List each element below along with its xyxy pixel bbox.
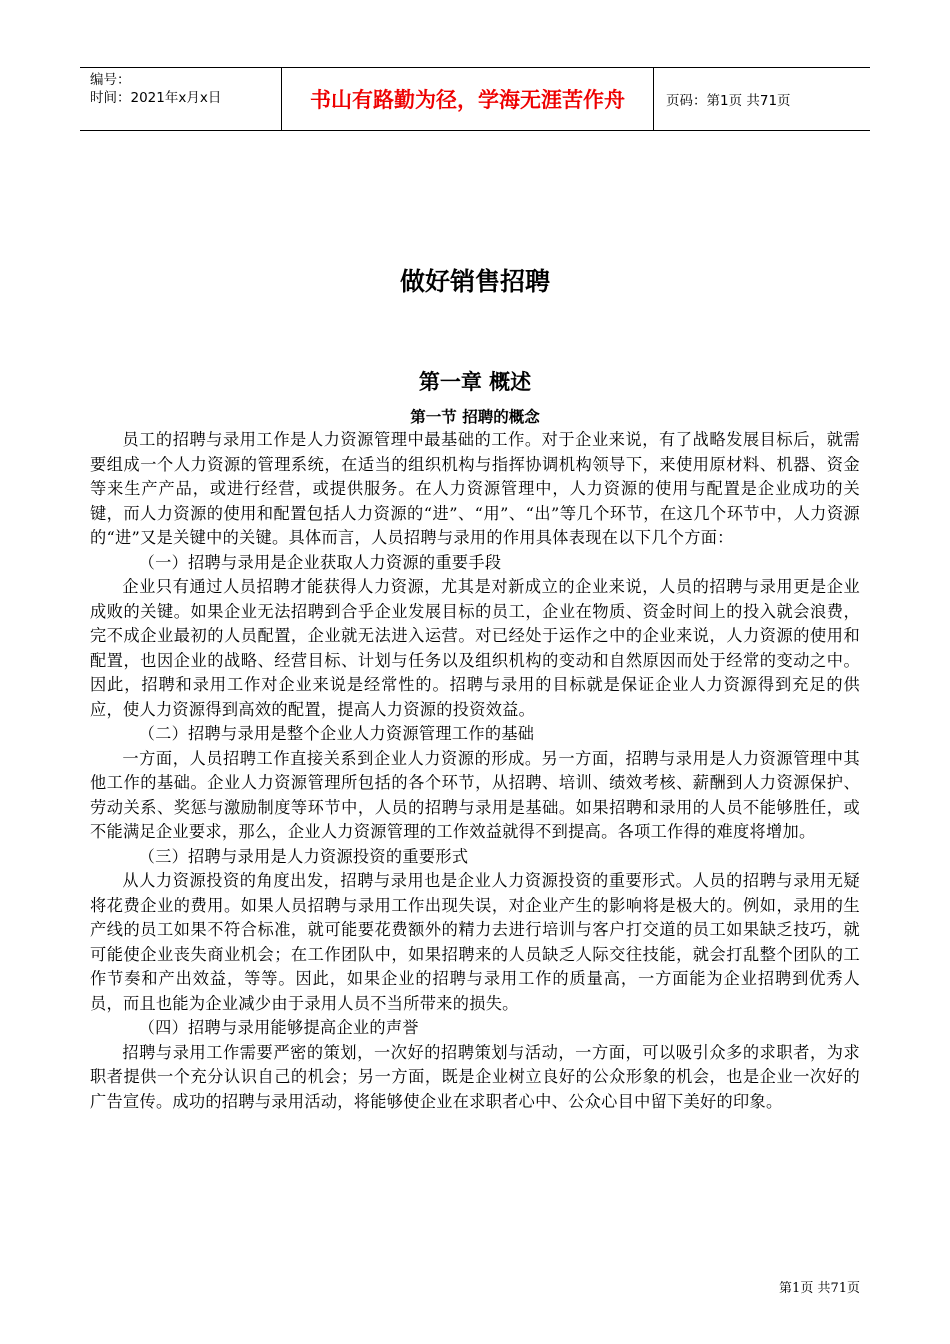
paragraph: 从人力资源投资的角度出发，招聘与录用也是企业人力资源投资的重要形式。人员的招聘与录用无疑将花费企业的费用。如果人员招聘与录用工作出现失误，对企业产生的影响将是极大的。例如，录用的生产线的员工如果不符合标准，就可能要花费额外的精力去进行培训与客户打交道的员工如果缺乏技巧，就可能使企业丧失商业机会；在工作团队中，如果招聘来的人员缺乏人际交往技能，就会打乱整个团队的工作节奏和产出效益，等等。因此，如果企业的招聘与录用工作的质量高，一方面能为企业招聘到优秀人员，而且也能为企业减少由于录用人员不当所带来的损失。: [90, 871, 860, 1013]
paragraph: 一方面，人员招聘工作直接关系到企业人力资源的形成。另一方面，招聘与录用是人力资源管理中其他工作的基础。企业人力资源管理所包括的各个环节，从招聘、培训、绩效考核、薪酬到人力资源保护、劳动关系、奖惩与激励制度等环节中，人员的招聘与录用是基础。如果招聘和录用的人员不能够胜任，或不能满足企业要求，那么，企业人力资源管理的工作效益就得不到提高。各项工作得的难度将增加。: [90, 748, 860, 841]
subheading: （四）招聘与录用能够提高企业的声誉: [138, 1018, 419, 1037]
paragraph: 企业只有通过人员招聘才能获得人力资源，尤其是对新成立的企业来说，人员的招聘与录用更是企业成败的关键。如果企业无法招聘到合乎企业发展目标的员工，企业在物质、资金时间上的投入就会浪费，完不成企业最初的人员配置，企业就无法进入运营。对已经处于运作之中的企业来说，人力资源的使用和配置，也因企业的战略、经营目标、计划与任务以及组织机构的变动和自然原因而处于经常的变动之中。因此，招聘和录用工作对企业来说是经常性的。招聘与录用的目标就是保证企业人力资源得到充足的供应，使人力资源得到高效的配置，提高人力资源的投资效益。: [90, 577, 860, 719]
header-motto: 书山有路勤为径，学海无涯苦作舟: [282, 68, 654, 130]
subheading: （二）招聘与录用是整个企业人力资源管理工作的基础: [138, 724, 535, 743]
page-footer: 第1页 共71页: [779, 1281, 860, 1296]
section-heading: 第一节 招聘的概念: [410, 408, 540, 426]
document-title: 做好销售招聘: [399, 267, 550, 296]
subheading: （三）招聘与录用是人力资源投资的重要形式: [138, 846, 469, 866]
body-text: [90, 428, 860, 1114]
chapter-heading: 第一章 概述: [418, 370, 532, 394]
page-header: [80, 67, 870, 131]
header-meta: [80, 68, 282, 130]
subheading: （一）招聘与录用是企业获取人力资源的重要手段: [138, 552, 502, 572]
header-number: 编号：: [90, 72, 131, 88]
header-page-info: 页码：第1页 共71页: [666, 93, 791, 109]
header-time: 时间：2021年x月x日: [90, 90, 222, 106]
paragraph: 招聘与录用工作需要严密的策划，一次好的招聘策划与活动，一方面，可以吸引众多的求职者，为求职者提供一个充分认识自己的机会；另一方面，既是企业树立良好的公众形象的机会，也是企业一次好的广告宣传。成功的招聘与录用活动，将能够使企业在求职者心中、公众心目中留下美好的印象。: [90, 1042, 860, 1111]
paragraph: 员工的招聘与录用工作是人力资源管理中最基础的工作。对于企业来说，有了战略发展目标后，就需要组成一个人力资源的管理系统，在适当的组织机构与指挥协调机构领导下，来使用原材料、机器、资金等来生产产品，或进行经营，或提供服务。在人力资源管理中，人力资源的使用与配置是企业成功的关键，而人力资源的使用和配置包括人力资源的“进”、“用”、“出”等几个环节，在这几个环节中，人力资源的“进”又是关键中的关键。具体而言，人员招聘与录用的作用具体表现在以下几个方面：: [90, 430, 860, 547]
